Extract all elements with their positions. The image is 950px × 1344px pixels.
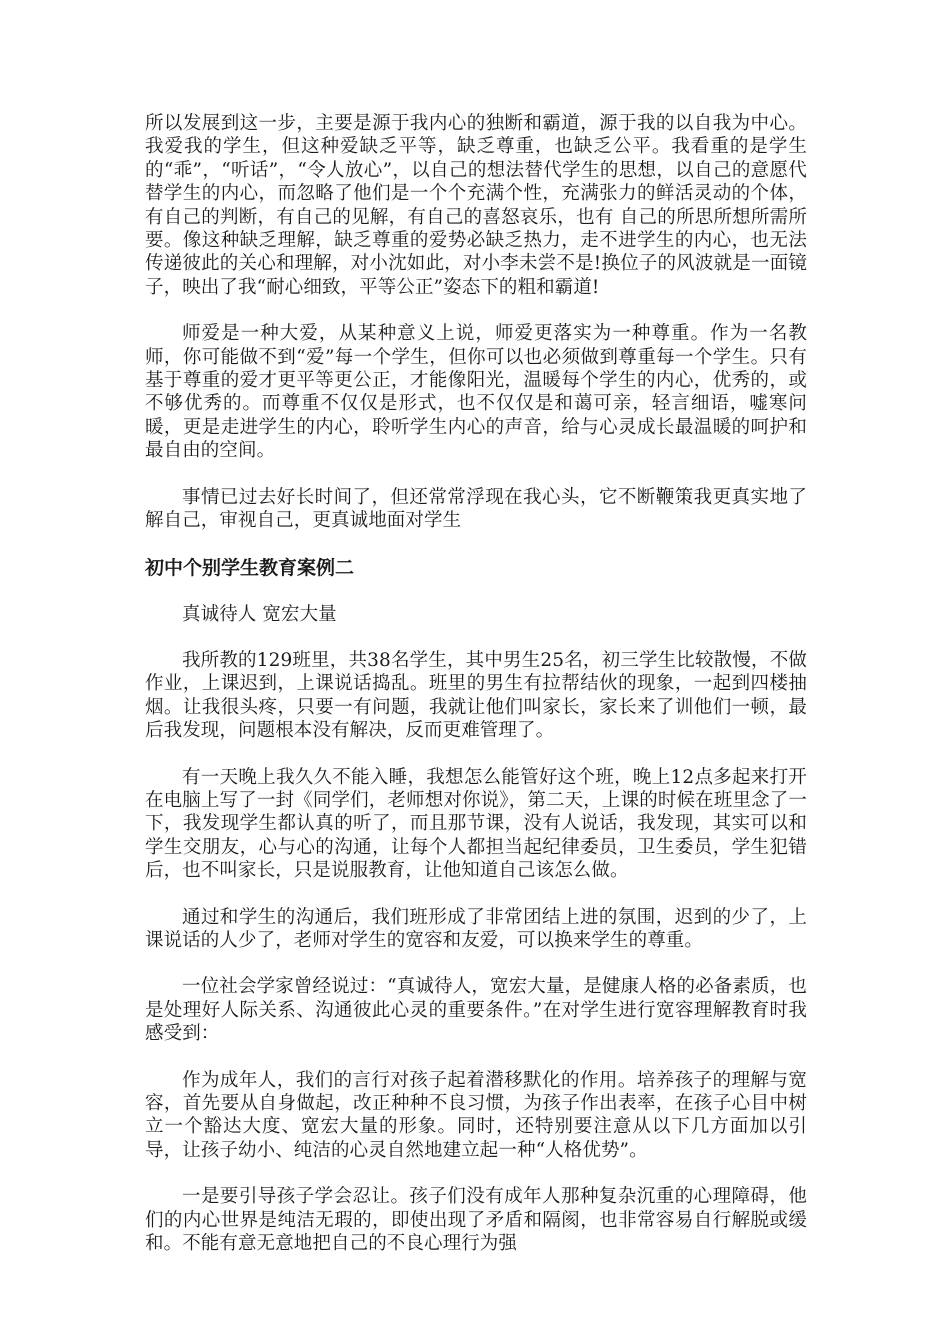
paragraph-communication: 通过和学生的沟通后，我们班形成了非常团结上进的氛围，迟到的少了，上课说话的人少了，老师对学生的宽容和友爱，可以换来学生的尊重。: [145, 906, 807, 951]
paragraph-adults-example: 作为成年人，我们的言行对孩子起着潜移默化的作用。培养孩子的理解与宽容，首先要从自身做起，改正种种不良习惯，为孩子作出表率，在孩子心目中树立一个豁达大度、宽宏大量的形象。同时，还特别要注意从以下几方面加以引导，让孩子幼小、纯洁的心灵自然地建立起一种“人格优势”。: [145, 1069, 807, 1161]
paragraph-letter: 有一天晚上我久久不能入睡，我想怎么能管好这个班，晚上12点多起来打开在电脑上写了一封《同学们，老师想对你说》，第二天，上课的时候在班里念了一下，我发现学生都认真的听了，而且那节课，没有人说话，我发现，其实可以和学生交朋友，心与心的沟通，让每个人都担当起纪律委员，卫生委员，学生犯错后，也不叫家长，只是说服教育，让他知道自己该怎么做。: [145, 766, 807, 882]
paragraph-reflection: 事情已过去好长时间了，但还常常浮现在我心头，它不断鞭策我更真实地了解自己，审视自己，更真诚地面对学生: [145, 486, 807, 532]
section-subtitle: 真诚待人 宽宏大量: [182, 603, 337, 625]
paragraph-continuation: 所以发展到这一步，主要是源于我内心的独断和霸道，源于我的以自我为中心。我爱我的学生，但这种爱缺乏平等，缺乏尊重，也缺乏公平。我看重的是学生的“乖”，“听话”，“令人放心”，以自己的想法替代学生的思想，以自己的意愿代替学生的内心，而忽略了他们是一个个充满个性，充满张力的鲜活灵动的个体，有自己的判断，有自己的见解，有自己的喜怒哀乐，也有 自己的所思所想所需所要。像这种缺乏理解，缺乏尊重的爱势必缺乏热力，走不进学生的内心，也无法传递彼此的关心和理解，对小沈如此，对小李未尝不是!换位子的风波就是一面镜子，映出了我“耐心细致，平等公正”姿态下的粗和霸道!: [145, 113, 807, 298]
paragraph-sociologist-quote: 一位社会学家曾经说过：“真诚待人，宽宏大量，是健康人格的必备素质，也是处理好人际关系、沟通彼此心灵的重要条件。”在对学生进行宽容理解教育时我感受到：: [145, 976, 807, 1045]
document-page: [145, 112, 807, 1278]
paragraph-teacher-love: 师爱是一种大爱，从某种意义上说，师爱更落实为一种尊重。作为一名教师，你可能做不到“爱”每一个学生，但你可以也必须做到尊重每一个学生。只有基于尊重的爱才更平等更公正，才能像阳光，温暖每个学生的内心，优秀的，或不够优秀的。而尊重不仅仅是形式，也不仅仅是和蔼可亲，轻言细语，嘘寒问暖，更是走进学生的内心，聆听学生内心的声音，给与心灵成长最温暖的呵护和最自由的空间。: [145, 323, 807, 462]
paragraph-forbearance: 一是要引导孩子学会忍让。孩子们没有成年人那种复杂沉重的心理障碍，他们的内心世界是纯洁无瑕的，即使出现了矛盾和隔阂，也非常容易自行解脱或缓和。不能有意无意地把自己的不良心理行为强: [145, 1186, 807, 1255]
paragraph-class-129: 我所教的129班里，共38名学生，其中男生25名，初三学生比较散慢，不做作业，上课迟到，上课说话捣乱。班里的男生有拉帮结伙的现象，一起到四楼抽烟。让我很头疼，只要一有问题，我就让他们叫家长，家长来了训他们一顿，最后我发现，问题根本没有解决，反而更难管理了。: [145, 649, 807, 742]
section-heading: 初中个别学生教育案例二: [145, 556, 355, 579]
